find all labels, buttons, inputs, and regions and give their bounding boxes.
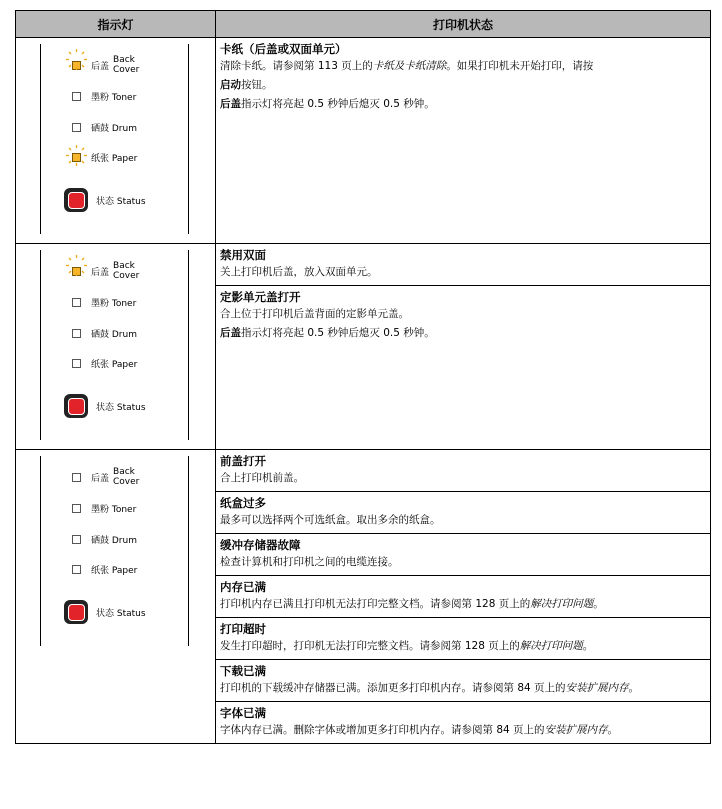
status-button-icon: [64, 600, 88, 624]
led-paper: [72, 563, 137, 576]
led-box-icon: [72, 504, 81, 513]
status-title: 禁用双面: [220, 248, 266, 262]
status-block: [216, 576, 710, 618]
status-text: 字体内存已满。删除字体或增加更多打印机内存。请参阅第 84 页上的安装扩展内存。: [220, 724, 619, 736]
led-label: 硒鼓 Drum: [91, 124, 137, 134]
status-text: 发生打印超时，打印机无法打印完整文档。请参阅第 128 页上的解决打印问题。: [220, 640, 594, 652]
cross-reference-link: 解决打印问题: [519, 640, 583, 652]
led-label: 后盖: [91, 61, 110, 72]
status-led: [64, 394, 146, 418]
status-text: 检查计算机和打印机之间的电缆连接。: [220, 556, 399, 568]
cross-reference-link: 安装扩展内存: [565, 682, 629, 694]
cross-reference-link: 安装扩展内存: [544, 724, 608, 736]
led-back-cover: [72, 261, 139, 281]
led-back-cover: [72, 55, 139, 75]
led-box-icon: [72, 329, 81, 338]
status-title: 打印超时: [220, 622, 266, 636]
status-block: [216, 492, 710, 534]
led-label: 硒鼓 Drum: [91, 330, 137, 340]
status-cell: [216, 244, 710, 449]
led-blink-rays-icon: [66, 255, 87, 276]
cross-reference-link: 解决打印问题: [530, 598, 594, 610]
led-blink-rays-icon: [66, 145, 87, 166]
status-cell: [216, 38, 710, 243]
status-title: 卡纸（后盖或双面单元）: [220, 42, 347, 56]
led-back-cover: [72, 467, 139, 487]
status-title: 字体已满: [220, 706, 266, 720]
led-label: 状态 Status: [96, 608, 146, 619]
led-box-icon: [72, 359, 81, 368]
status-table: [15, 10, 711, 744]
status-text: 打印机内存已满且打印机无法打印完整文档。请参阅第 128 页上的解决打印问题。: [220, 598, 604, 610]
led-box-icon: [72, 535, 81, 544]
table-row: [16, 244, 710, 450]
status-led: [64, 188, 146, 212]
led-toner: [72, 502, 136, 515]
table-row: [16, 38, 710, 244]
led-label: 后盖: [91, 473, 110, 484]
status-text: 清除卡纸。请参阅第 113 页上的卡纸及卡纸清除。如果打印机未开始打印，请按 启动按钮。 后盖指示灯将亮起 0.5 秒钟后熄灭 0.5 秒钟。: [220, 60, 594, 110]
status-text: 合上打印机前盖。: [220, 472, 304, 484]
status-button-icon: [64, 394, 88, 418]
led-panel-cell: [16, 450, 216, 743]
status-title: 下载已满: [220, 664, 266, 678]
led-paper: [72, 151, 137, 164]
led-label: 纸张 Paper: [91, 360, 138, 370]
status-button-icon: [64, 188, 88, 212]
led-label: Cover: [113, 271, 140, 281]
status-title: 前盖打开: [220, 454, 266, 468]
status-title: 缓冲存储器故障: [220, 538, 301, 552]
led-label: 纸张 Paper: [91, 566, 138, 576]
led-box-icon: [72, 92, 81, 101]
led-label: 状态 Status: [96, 402, 146, 413]
led-blink-rays-icon: [66, 49, 87, 70]
led-toner: [72, 90, 136, 103]
status-led: [64, 600, 146, 624]
status-block: [216, 38, 710, 117]
status-block: [216, 286, 710, 346]
status-block: [216, 450, 710, 492]
status-title: 纸盒过多: [220, 496, 266, 510]
status-text: 关上打印机后盖，放入双面单元。: [220, 266, 378, 278]
led-drum: [72, 533, 137, 546]
led-label: 墨粉 Toner: [91, 93, 137, 103]
led-toner: [72, 296, 136, 309]
table-header: [16, 11, 710, 38]
led-label: Cover: [113, 477, 140, 487]
led-label: 墨粉 Toner: [91, 299, 137, 309]
led-label: Cover: [113, 65, 140, 75]
status-block: [216, 244, 710, 286]
led-panel-cell: [16, 244, 216, 449]
status-text: 合上位于打印机后盖背面的定影单元盖。 后盖指示灯将亮起 0.5 秒钟后熄灭 0.5 秒钟。: [220, 308, 435, 339]
led-label: 状态 Status: [96, 196, 146, 207]
header-printer-status: 打印机状态: [432, 17, 493, 32]
status-block: [216, 618, 710, 660]
status-cell: [216, 450, 710, 743]
status-title: 内存已满: [220, 580, 266, 594]
status-text: 打印机的下载缓冲存储器已满。添加更多打印机内存。请参阅第 84 页上的安装扩展内存。: [220, 682, 640, 694]
header-indicator: 指示灯: [16, 11, 216, 37]
status-block: [216, 660, 710, 702]
led-panel-cell: [16, 38, 216, 243]
led-box-icon: [72, 298, 81, 307]
led-box-icon: [72, 123, 81, 132]
led-drum: [72, 121, 137, 134]
led-label: 后盖: [91, 267, 110, 278]
led-paper: [72, 357, 137, 370]
led-label: 硒鼓 Drum: [91, 536, 137, 546]
status-text: 最多可以选择两个可选纸盒。取出多余的纸盒。: [220, 514, 441, 526]
table-row: [16, 450, 710, 743]
status-block: [216, 702, 710, 743]
led-box-icon: [72, 565, 81, 574]
led-label: Back: [113, 467, 135, 477]
led-box-icon: [72, 473, 81, 482]
status-title: 定影单元盖打开: [220, 290, 301, 304]
led-label: 纸张 Paper: [91, 154, 138, 164]
status-block: [216, 534, 710, 576]
led-drum: [72, 327, 137, 340]
led-label: Back: [113, 55, 135, 65]
led-label: Back: [113, 261, 135, 271]
led-label: 墨粉 Toner: [91, 505, 137, 515]
